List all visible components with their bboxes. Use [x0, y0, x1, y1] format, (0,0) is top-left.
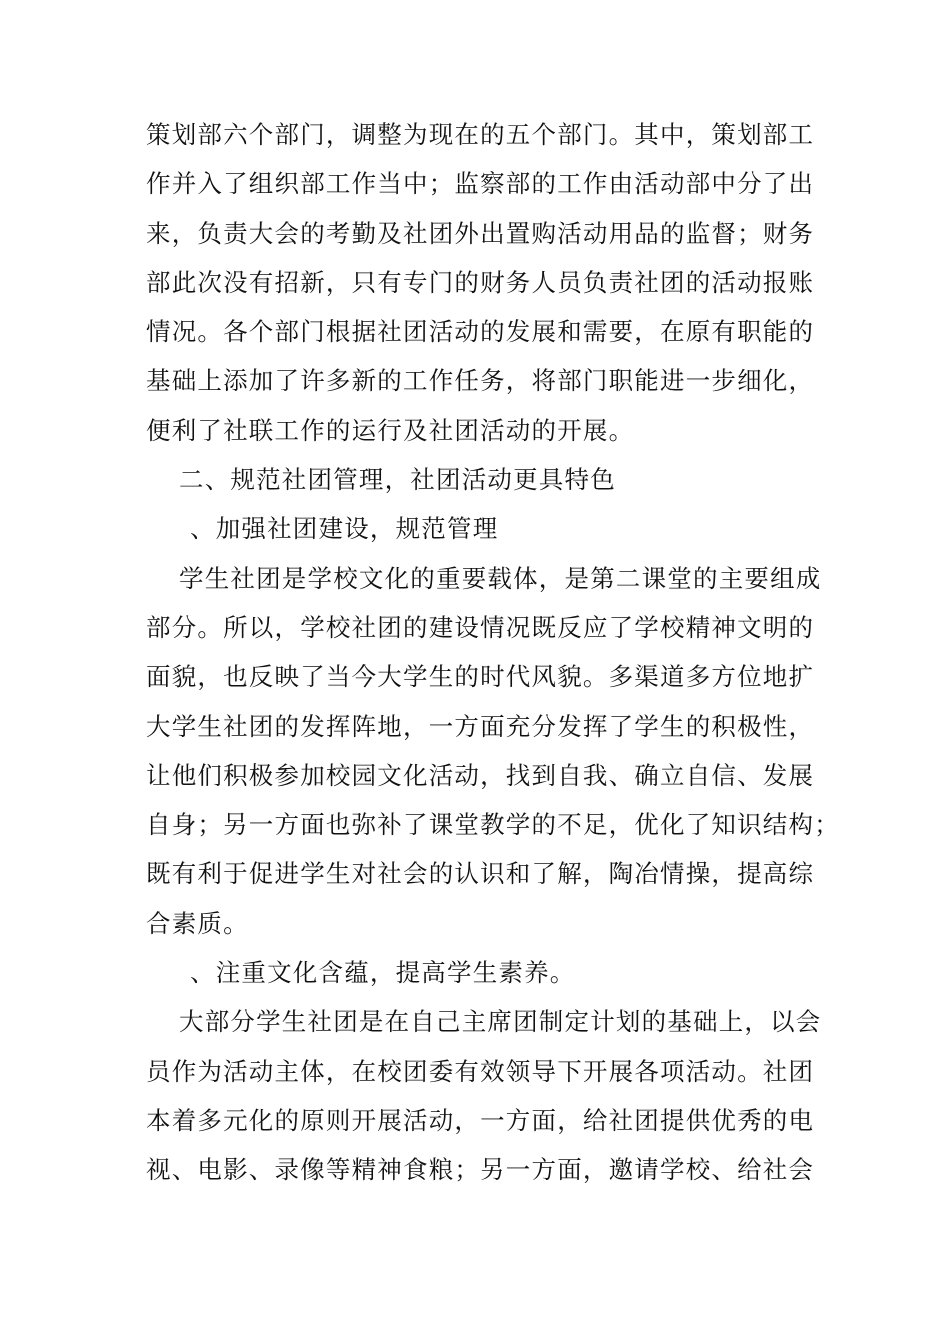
subsection-heading: 、加强社团建设，规范管理	[190, 514, 499, 544]
paragraph-line: 让他们积极参加校园文化活动，找到自我、确立自信、发展	[146, 760, 815, 790]
paragraph-line: 面貌，也反映了当今大学生的时代风貌。多渠道多方位地扩	[146, 662, 815, 692]
paragraph-line: 合素质。	[146, 908, 249, 938]
paragraph-line: 策划部六个部门，调整为现在的五个部门。其中，策划部工	[146, 120, 815, 149]
paragraph-line: 来，负责大会的考勤及社团外出置购活动用品的监督；财务	[146, 218, 815, 248]
paragraph-line: 部分。所以，学校社团的建设情况既反应了学校精神文明的	[146, 612, 815, 642]
paragraph-line: 既有利于促进学生对社会的认识和了解，陶冶情操，提高综	[146, 859, 815, 889]
paragraph-line: 员作为活动主体，在校团委有效领导下开展各项活动。社团	[146, 1056, 815, 1086]
paragraph-line: 学生社团是学校文化的重要载体，是第二课堂的主要组成	[179, 563, 822, 593]
section-heading: 二、规范社团管理，社团活动更具特色	[179, 465, 616, 495]
paragraph-line: 本着多元化的原则开展活动，一方面，给社团提供优秀的电	[146, 1105, 815, 1135]
paragraph-line: 基础上添加了许多新的工作任务，将部门职能进一步细化，	[146, 366, 815, 396]
paragraph-line: 情况。各个部门根据社团活动的发展和需要，在原有职能的	[146, 317, 815, 347]
paragraph-line: 视、电影、录像等精神食粮；另一方面，邀请学校、给社会	[146, 1155, 815, 1185]
document-body	[146, 110, 840, 1195]
paragraph-line: 作并入了组织部工作当中；监察部的工作由活动部中分了出	[146, 169, 815, 199]
paragraph-line: 大部分学生社团是在自己主席团制定计划的基础上，以会	[179, 1007, 822, 1037]
paragraph-line: 便利了社联工作的运行及社团活动的开展。	[146, 415, 635, 445]
subsection-heading: 、注重文化含蕴，提高学生素养。	[190, 958, 576, 988]
paragraph-line: 大学生社团的发挥阵地，一方面充分发挥了学生的积极性，	[146, 711, 815, 741]
paragraph-line: 部此次没有招新，只有专门的财务人员负责社团的活动报账	[146, 267, 815, 297]
paragraph-line: 自身；另一方面也弥补了课堂教学的不足，优化了知识结构；	[146, 810, 840, 840]
